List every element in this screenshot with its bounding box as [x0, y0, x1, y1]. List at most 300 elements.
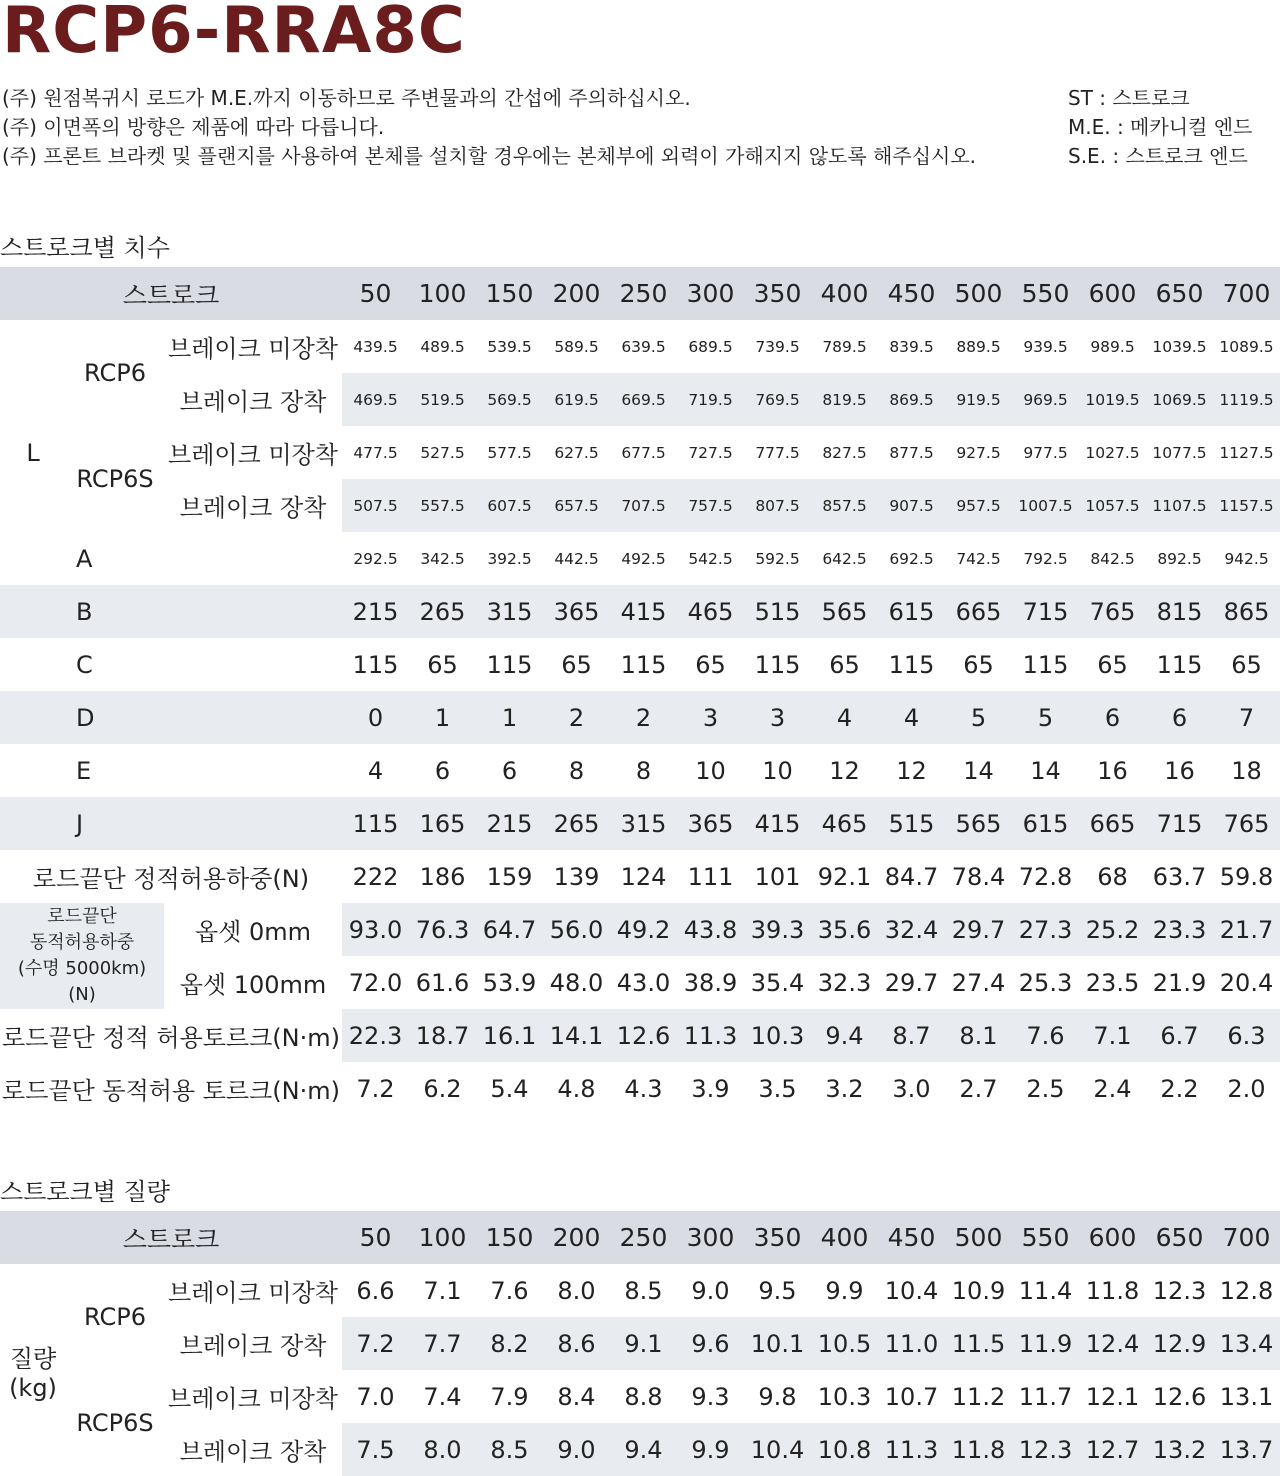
stroke-value: 650	[1146, 1211, 1213, 1264]
table-row	[0, 744, 1280, 797]
value-cell: 7.1	[423, 1276, 462, 1305]
notes	[2, 84, 976, 171]
value-cell: 465	[677, 585, 744, 638]
value-cell: 789.5	[822, 337, 867, 356]
value-cell: 6	[434, 756, 451, 785]
value-cell: 10.4	[884, 1276, 939, 1305]
value-cell: 10.3	[744, 1009, 811, 1062]
value-cell: 392.5	[487, 549, 532, 568]
value-cell: 792.5	[1023, 549, 1068, 568]
value-cell: 557.5	[409, 479, 476, 532]
value-cell: 115	[342, 797, 409, 850]
stroke-value: 600	[1079, 267, 1146, 320]
value-cell: 715	[1146, 797, 1213, 850]
value-cell: 115	[754, 650, 801, 679]
value-cell: 869.5	[878, 373, 945, 426]
value-cell: 315	[610, 797, 677, 850]
value-cell: 12.3	[1152, 1276, 1207, 1305]
abbreviation: S.E. : 스트로크 엔드	[1068, 144, 1248, 168]
value-cell: 442.5	[554, 549, 599, 568]
value-cell: 186	[419, 862, 466, 891]
table-row	[0, 1370, 1280, 1423]
value-cell: 68	[1097, 862, 1128, 891]
value-cell: 315	[476, 585, 543, 638]
stroke-header: 스트로크	[0, 1211, 342, 1264]
value-cell: 7.2	[356, 1074, 395, 1103]
value-cell: 8.7	[878, 1009, 945, 1062]
value-cell: 3.9	[691, 1074, 730, 1103]
value-cell: 8.1	[945, 1009, 1012, 1062]
value-cell: 11.7	[1018, 1382, 1073, 1411]
value-cell: 65	[561, 650, 592, 679]
value-cell: 507.5	[342, 479, 409, 532]
value-cell: 3.2	[825, 1074, 864, 1103]
value-cell: 1039.5	[1152, 337, 1207, 356]
value-cell: 9.9	[825, 1276, 864, 1305]
note: (주) 프론트 브라켓 및 플랜지를 사용하여 본체를 설치할 경우에는 본체부에 외력이 가해지지 않도록 해주십시오.	[2, 144, 977, 168]
value-cell: 11.4	[1018, 1276, 1073, 1305]
stroke-value: 500	[945, 1211, 1012, 1264]
value-cell: 9.0	[543, 1423, 610, 1476]
stroke-value: 350	[744, 1211, 811, 1264]
table-row	[0, 426, 1280, 479]
brake-label: 브레이크 미장착	[168, 1279, 338, 1307]
stroke-value: 200	[543, 1211, 610, 1264]
value-cell: 6.7	[1146, 1009, 1213, 1062]
row-label: 로드끝단 동적허용 토르크(N·m)	[2, 1077, 340, 1105]
stroke-value: 650	[1146, 267, 1213, 320]
value-cell: 14	[1030, 756, 1061, 785]
value-cell: 807.5	[744, 479, 811, 532]
value-cell: 9.5	[758, 1276, 797, 1305]
value-cell: 565	[811, 585, 878, 638]
value-cell: 942.5	[1224, 549, 1269, 568]
value-cell: 3	[677, 691, 744, 744]
brake-label: 브레이크 장착	[179, 388, 327, 416]
value-cell: 8.8	[624, 1382, 663, 1411]
value-cell: 18	[1231, 756, 1262, 785]
value-cell: 9.4	[610, 1423, 677, 1476]
stroke-value: 550	[1012, 1211, 1079, 1264]
label-line: 질량	[9, 1344, 57, 1373]
table-row	[0, 373, 1280, 426]
value-cell: 43.8	[677, 903, 744, 956]
brake-label: 브레이크 미장착	[168, 335, 338, 363]
value-cell: 657.5	[543, 479, 610, 532]
row-label: D	[66, 691, 342, 744]
row-spacer	[0, 797, 66, 850]
table-row	[0, 585, 1280, 638]
row-spacer	[0, 638, 66, 691]
value-cell: 11.3	[878, 1423, 945, 1476]
value-cell: 11.3	[677, 1009, 744, 1062]
value-cell: 565	[945, 797, 1012, 850]
value-cell: 48.0	[549, 968, 604, 997]
value-cell: 815	[1146, 585, 1213, 638]
table-row	[0, 320, 1280, 373]
value-cell: 665	[1079, 797, 1146, 850]
stroke-value: 50	[342, 267, 409, 320]
value-cell: 6	[1146, 691, 1213, 744]
model-label: RCP6	[84, 1303, 146, 1331]
value-cell: 23.5	[1085, 968, 1140, 997]
value-cell: 3.0	[892, 1074, 931, 1103]
value-cell: 465	[811, 797, 878, 850]
value-cell: 13.2	[1146, 1423, 1213, 1476]
value-cell: 957.5	[945, 479, 1012, 532]
value-cell: 1	[409, 691, 476, 744]
stroke-value: 400	[811, 267, 878, 320]
value-cell: 989.5	[1090, 337, 1135, 356]
brake-label: 브레이크 장착	[179, 1332, 327, 1360]
stroke-value: 100	[409, 1211, 476, 1264]
table-row	[0, 903, 1280, 956]
dynamic-load-label	[0, 903, 164, 1009]
value-cell: 21.9	[1152, 968, 1207, 997]
brake-label: 브레이크 장착	[179, 1438, 327, 1466]
value-cell: 9.9	[677, 1423, 744, 1476]
row-label: E	[76, 756, 92, 785]
value-cell: 8.0	[409, 1423, 476, 1476]
value-cell: 11.9	[1012, 1317, 1079, 1370]
stroke-value: 450	[878, 267, 945, 320]
value-cell: 215	[342, 585, 409, 638]
value-cell: 2.4	[1093, 1074, 1132, 1103]
value-cell: 1	[476, 691, 543, 744]
value-cell: 16.1	[476, 1009, 543, 1062]
value-cell: 21.7	[1213, 903, 1280, 956]
value-cell: 7	[1213, 691, 1280, 744]
value-cell: 2	[543, 691, 610, 744]
value-cell: 615	[878, 585, 945, 638]
note: (주) 이면폭의 방향은 제품에 따라 다릅니다.	[2, 115, 385, 139]
value-cell: 889.5	[956, 337, 1001, 356]
value-cell: 1107.5	[1146, 479, 1213, 532]
value-cell: 78.4	[951, 862, 1006, 891]
mass-table	[0, 1211, 1280, 1476]
dimensions-section-title: 스트로크별 치수	[0, 234, 170, 262]
label-line: 로드끝단	[47, 906, 117, 927]
value-cell: 4.3	[624, 1074, 663, 1103]
value-cell: 3	[744, 691, 811, 744]
value-cell: 8.5	[624, 1276, 663, 1305]
stroke-value: 200	[543, 267, 610, 320]
value-cell: 115	[888, 650, 935, 679]
value-cell: 1019.5	[1079, 373, 1146, 426]
value-cell: 2.7	[959, 1074, 998, 1103]
header-row	[0, 1211, 1280, 1264]
table-row	[0, 956, 1280, 1009]
value-cell: 53.9	[482, 968, 537, 997]
value-cell: 265	[543, 797, 610, 850]
model-label: RCP6S	[76, 1409, 154, 1437]
value-cell: 492.5	[621, 549, 666, 568]
value-cell: 115	[352, 650, 399, 679]
value-cell: 12.9	[1146, 1317, 1213, 1370]
value-cell: 477.5	[353, 443, 398, 462]
row-spacer	[0, 585, 66, 638]
table-row	[0, 1423, 1280, 1476]
page-title: RCP6-RRA8C	[2, 0, 466, 68]
value-cell: 5	[1012, 691, 1079, 744]
value-cell: 8.2	[476, 1317, 543, 1370]
row-label: J	[66, 797, 342, 850]
label-line: (kg)	[9, 1373, 57, 1402]
value-cell: 1127.5	[1219, 443, 1274, 462]
value-cell: 35.6	[811, 903, 878, 956]
value-cell: 519.5	[409, 373, 476, 426]
stroke-value: 600	[1079, 1211, 1146, 1264]
value-cell: 615	[1012, 797, 1079, 850]
abbreviation: M.E. : 메카니컬 엔드	[1068, 115, 1253, 139]
value-cell: 639.5	[621, 337, 666, 356]
value-cell: 10.8	[811, 1423, 878, 1476]
value-cell: 18.7	[409, 1009, 476, 1062]
mass-label	[0, 1264, 66, 1476]
value-cell: 977.5	[1023, 443, 1068, 462]
value-cell: 515	[878, 797, 945, 850]
value-cell: 14.1	[543, 1009, 610, 1062]
value-cell: 22.3	[342, 1009, 409, 1062]
offset-label: 옵셋 100mm	[179, 971, 327, 999]
value-cell: 92.1	[817, 862, 872, 891]
value-cell: 10.5	[811, 1317, 878, 1370]
value-cell: 65	[1231, 650, 1262, 679]
value-cell: 63.7	[1152, 862, 1207, 891]
stroke-value: 150	[476, 1211, 543, 1264]
value-cell: 719.5	[677, 373, 744, 426]
value-cell: 6	[1079, 691, 1146, 744]
value-cell: 12.6	[610, 1009, 677, 1062]
table-row	[0, 1317, 1280, 1370]
value-cell: 64.7	[476, 903, 543, 956]
value-cell: 16	[1097, 756, 1128, 785]
value-cell: 65	[1097, 650, 1128, 679]
value-cell: 27.4	[951, 968, 1006, 997]
value-cell: 11.5	[945, 1317, 1012, 1370]
value-cell: 12	[829, 756, 860, 785]
value-cell: 35.4	[750, 968, 805, 997]
value-cell: 4.8	[557, 1074, 596, 1103]
value-cell: 12	[896, 756, 927, 785]
value-cell: 13.7	[1213, 1423, 1280, 1476]
value-cell: 14	[963, 756, 994, 785]
brake-label: 브레이크 장착	[179, 494, 327, 522]
stroke-value: 350	[744, 267, 811, 320]
stroke-value: 250	[610, 1211, 677, 1264]
brake-label: 브레이크 미장착	[168, 1385, 338, 1413]
value-cell: 38.9	[683, 968, 738, 997]
value-cell: 0	[342, 691, 409, 744]
value-cell: 49.2	[610, 903, 677, 956]
value-cell: 757.5	[677, 479, 744, 532]
value-cell: 1057.5	[1079, 479, 1146, 532]
value-cell: 727.5	[688, 443, 733, 462]
stroke-value: 100	[409, 267, 476, 320]
row-label: C	[76, 650, 93, 679]
row-label: 로드끝단 정적허용하중(N)	[32, 865, 310, 893]
table-row	[0, 1062, 1280, 1115]
value-cell: 13.4	[1213, 1317, 1280, 1370]
value-cell: 8.4	[557, 1382, 596, 1411]
value-cell: 842.5	[1090, 549, 1135, 568]
row-label: 로드끝단 정적 허용토르크(N·m)	[2, 1024, 340, 1052]
dimensions-table	[0, 267, 1280, 1115]
value-cell: 677.5	[621, 443, 666, 462]
value-cell: 1077.5	[1152, 443, 1207, 462]
value-cell: 12.7	[1079, 1423, 1146, 1476]
table-row	[0, 850, 1280, 903]
value-cell: 415	[744, 797, 811, 850]
value-cell: 607.5	[476, 479, 543, 532]
value-cell: 12.3	[1012, 1423, 1079, 1476]
value-cell: 819.5	[811, 373, 878, 426]
value-cell: 56.0	[543, 903, 610, 956]
value-cell: 20.4	[1219, 968, 1274, 997]
value-cell: 12.6	[1152, 1382, 1207, 1411]
value-cell: 139	[553, 862, 600, 891]
value-cell: 7.6	[490, 1276, 529, 1305]
value-cell: 29.7	[884, 968, 939, 997]
stroke-value: 700	[1213, 1211, 1280, 1264]
table-row	[0, 1009, 1280, 1062]
value-cell: 9.0	[691, 1276, 730, 1305]
value-cell: 115	[1022, 650, 1069, 679]
value-cell: 542.5	[688, 549, 733, 568]
value-cell: 907.5	[878, 479, 945, 532]
value-cell: 439.5	[353, 337, 398, 356]
value-cell: 539.5	[487, 337, 532, 356]
value-cell: 8	[568, 756, 585, 785]
value-cell: 7.4	[423, 1382, 462, 1411]
value-cell: 9.3	[691, 1382, 730, 1411]
value-cell: 61.6	[415, 968, 470, 997]
value-cell: 9.4	[811, 1009, 878, 1062]
value-cell: 8	[635, 756, 652, 785]
value-cell: 4	[367, 756, 384, 785]
value-cell: 489.5	[420, 337, 465, 356]
value-cell: 769.5	[744, 373, 811, 426]
stroke-value: 500	[945, 267, 1012, 320]
value-cell: 6	[501, 756, 518, 785]
label-line: (수명 5000km)	[17, 958, 147, 979]
value-cell: 4	[811, 691, 878, 744]
value-cell: 715	[1012, 585, 1079, 638]
value-cell: 159	[486, 862, 533, 891]
stroke-value: 550	[1012, 267, 1079, 320]
value-cell: 292.5	[353, 549, 398, 568]
value-cell: 365	[677, 797, 744, 850]
row-label: B	[66, 585, 342, 638]
header-row	[0, 267, 1280, 320]
value-cell: 27.3	[1012, 903, 1079, 956]
row-spacer	[0, 744, 66, 797]
value-cell: 115	[620, 650, 667, 679]
value-cell: 6.3	[1213, 1009, 1280, 1062]
value-cell: 72.0	[348, 968, 403, 997]
value-cell: 115	[486, 650, 533, 679]
value-cell: 692.5	[889, 549, 934, 568]
stroke-value: 450	[878, 1211, 945, 1264]
brake-label: 브레이크 미장착	[168, 441, 338, 469]
value-cell: 627.5	[554, 443, 599, 462]
stroke-value: 300	[677, 1211, 744, 1264]
value-cell: 1007.5	[1012, 479, 1079, 532]
model-label: RCP6S	[76, 465, 154, 493]
value-cell: 10.7	[884, 1382, 939, 1411]
value-cell: 7.2	[342, 1317, 409, 1370]
value-cell: 23.3	[1146, 903, 1213, 956]
value-cell: 2.0	[1227, 1074, 1266, 1103]
value-cell: 827.5	[822, 443, 867, 462]
value-cell: 111	[687, 862, 734, 891]
stroke-value: 400	[811, 1211, 878, 1264]
value-cell: 665	[945, 585, 1012, 638]
value-cell: 642.5	[822, 549, 867, 568]
stroke-value: 700	[1213, 267, 1280, 320]
value-cell: 215	[476, 797, 543, 850]
value-cell: 969.5	[1012, 373, 1079, 426]
value-cell: 5	[945, 691, 1012, 744]
stroke-header: 스트로크	[0, 267, 342, 320]
value-cell: 32.4	[878, 903, 945, 956]
value-cell: 7.1	[1079, 1009, 1146, 1062]
value-cell: 707.5	[610, 479, 677, 532]
value-cell: 765	[1079, 585, 1146, 638]
value-cell: 619.5	[543, 373, 610, 426]
value-cell: 839.5	[889, 337, 934, 356]
model-label: RCP6	[84, 359, 146, 387]
value-cell: 865	[1213, 585, 1280, 638]
value-cell: 39.3	[744, 903, 811, 956]
value-cell: 12.4	[1079, 1317, 1146, 1370]
value-cell: 11.8	[1085, 1276, 1140, 1305]
value-cell: 32.3	[817, 968, 872, 997]
value-cell: 84.7	[884, 862, 939, 891]
value-cell: 939.5	[1023, 337, 1068, 356]
value-cell: 43.0	[616, 968, 671, 997]
value-cell: 2.2	[1160, 1074, 1199, 1103]
value-cell: 9.1	[610, 1317, 677, 1370]
value-cell: 12.8	[1219, 1276, 1274, 1305]
value-cell: 5.4	[490, 1074, 529, 1103]
stroke-value: 250	[610, 267, 677, 320]
value-cell: 65	[829, 650, 860, 679]
value-cell: 165	[409, 797, 476, 850]
value-cell: 4	[878, 691, 945, 744]
value-cell: 742.5	[956, 549, 1001, 568]
value-cell: 10.4	[744, 1423, 811, 1476]
value-cell: 1089.5	[1219, 337, 1274, 356]
value-cell: 6.6	[356, 1276, 395, 1305]
abbreviation: ST : 스트로크	[1068, 86, 1190, 110]
value-cell: 13.1	[1219, 1382, 1274, 1411]
value-cell: 65	[427, 650, 458, 679]
L-label: L	[26, 438, 40, 467]
value-cell: 877.5	[889, 443, 934, 462]
value-cell: 7.7	[409, 1317, 476, 1370]
value-cell: 29.7	[945, 903, 1012, 956]
value-cell: 1027.5	[1085, 443, 1140, 462]
table-row	[0, 532, 1280, 585]
value-cell: 10.1	[744, 1317, 811, 1370]
value-cell: 569.5	[476, 373, 543, 426]
value-cell: 16	[1164, 756, 1195, 785]
table-row	[0, 479, 1280, 532]
value-cell: 577.5	[487, 443, 532, 462]
value-cell: 515	[744, 585, 811, 638]
value-cell: 1119.5	[1213, 373, 1280, 426]
